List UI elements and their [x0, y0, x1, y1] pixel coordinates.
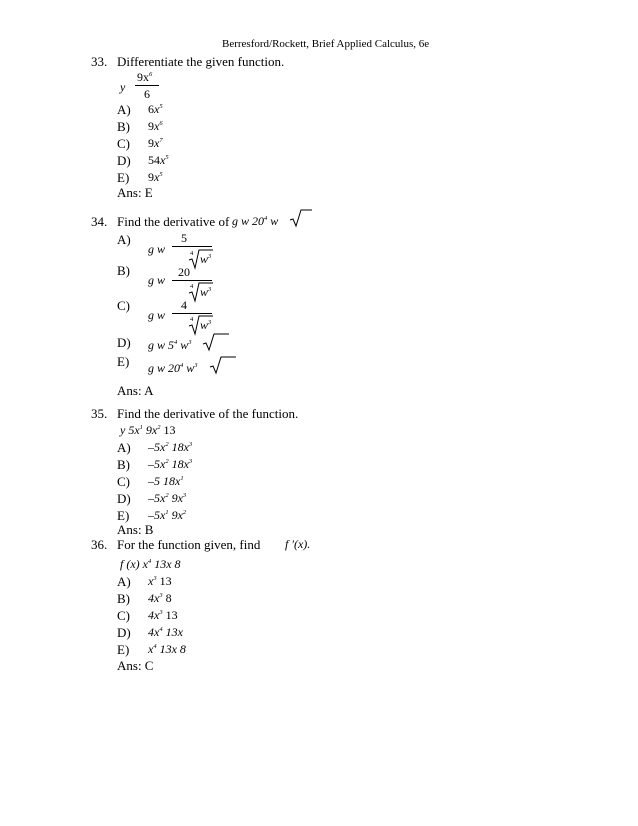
answer: Ans: C	[117, 658, 154, 673]
root-radicand: $w^3$	[200, 252, 212, 266]
choice-label: C)	[117, 608, 130, 623]
question-number: 35.	[91, 406, 108, 421]
choice-label: D)	[117, 625, 131, 640]
choice-expression: $9x^6$	[148, 119, 163, 133]
choice-expression: $4x^3$ 8	[148, 591, 172, 605]
choice-label: A)	[117, 440, 131, 455]
fraction-numerator: 20	[178, 265, 190, 279]
question-text: For the function given, find	[117, 537, 261, 552]
root-index: 4	[190, 283, 194, 290]
choice-expression: $x^3$ 13	[148, 574, 172, 588]
question-number: 36.	[91, 537, 108, 552]
page-header: Berresford/Rockett, Brief Applied Calculus, 6e	[222, 38, 430, 50]
target-derivative: f ′(x).	[285, 537, 311, 551]
function-definition: g w $20^4$ w	[232, 214, 279, 228]
question-text: Find the derivative of	[117, 214, 230, 229]
choice-expression: $-5x^2$ $18x^3$	[148, 457, 193, 471]
choice-expression: $9x^7$	[148, 136, 163, 150]
answer: Ans: E	[117, 185, 153, 200]
choice-expression: $4x^3$ 13	[148, 608, 178, 622]
equation-lhs: y	[120, 80, 126, 94]
choice-expression: $x^4$ 13x 8	[148, 642, 186, 656]
choice-label: E)	[117, 170, 130, 185]
question-number: 33.	[91, 54, 108, 69]
choice-label: C)	[117, 136, 130, 151]
equation: y $5x^1$ $9x^2$ 13	[120, 423, 176, 437]
root-index: 4	[190, 250, 194, 257]
choice-label: E)	[117, 642, 130, 657]
choice-label: B)	[117, 263, 130, 278]
root-radicand: $w^3$	[200, 318, 212, 332]
fraction-numerator: 5	[181, 231, 187, 245]
choice-expression: g w $20^4$ $w^3$	[148, 361, 198, 375]
choice-expression: –5 $18x^1$	[148, 474, 184, 488]
answer: Ans: B	[117, 522, 154, 537]
choice-label: B)	[117, 457, 130, 472]
choice-expression: $4x^4$ 13x	[148, 625, 183, 639]
root-radicand: $w^3$	[200, 285, 212, 299]
question-number: 34.	[91, 214, 108, 229]
choice-label: C)	[117, 298, 130, 313]
choice-expression: $-5x^2$ $9x^3$	[148, 491, 187, 505]
choice-expression: $-5x^2$ $18x^3$	[148, 440, 193, 454]
question-text: Find the derivative of the function.	[117, 406, 299, 421]
answer: Ans: A	[117, 383, 154, 398]
root-index: 4	[190, 316, 194, 323]
choice-label: B)	[117, 591, 130, 606]
choice-lhs: g w	[148, 308, 166, 322]
choice-expression: $6x^5$	[148, 102, 163, 116]
fraction-numerator: $9x^6$	[137, 70, 153, 84]
choice-label: A)	[117, 574, 131, 589]
choice-lhs: g w	[148, 273, 166, 287]
choice-lhs: g w	[148, 242, 166, 256]
fraction-bar	[172, 246, 212, 247]
choice-expression: $-5x^1$ $9x^2$	[148, 508, 187, 522]
fraction-denominator: 6	[144, 87, 150, 101]
choice-label: A)	[117, 102, 131, 117]
radical-icon	[209, 355, 237, 375]
choice-expression: $54x^5$	[148, 153, 169, 167]
choice-label: E)	[117, 354, 130, 369]
choice-label: B)	[117, 119, 130, 134]
radical-icon	[289, 208, 313, 228]
equation: f (x) $x^4$ 13x 8	[120, 557, 181, 571]
choice-label: D)	[117, 153, 131, 168]
fraction-numerator: 4	[181, 298, 187, 312]
choice-label: D)	[117, 335, 131, 350]
question-text: Differentiate the given function.	[117, 54, 285, 69]
fraction-bar	[135, 85, 159, 86]
choice-expression: g w $5^4$ $w^3$	[148, 338, 192, 352]
choice-label: A)	[117, 232, 131, 247]
choice-label: C)	[117, 474, 130, 489]
choice-label: D)	[117, 491, 131, 506]
choice-expression: $9x^5$	[148, 170, 163, 184]
choice-label: E)	[117, 508, 130, 523]
radical-icon	[202, 332, 230, 352]
